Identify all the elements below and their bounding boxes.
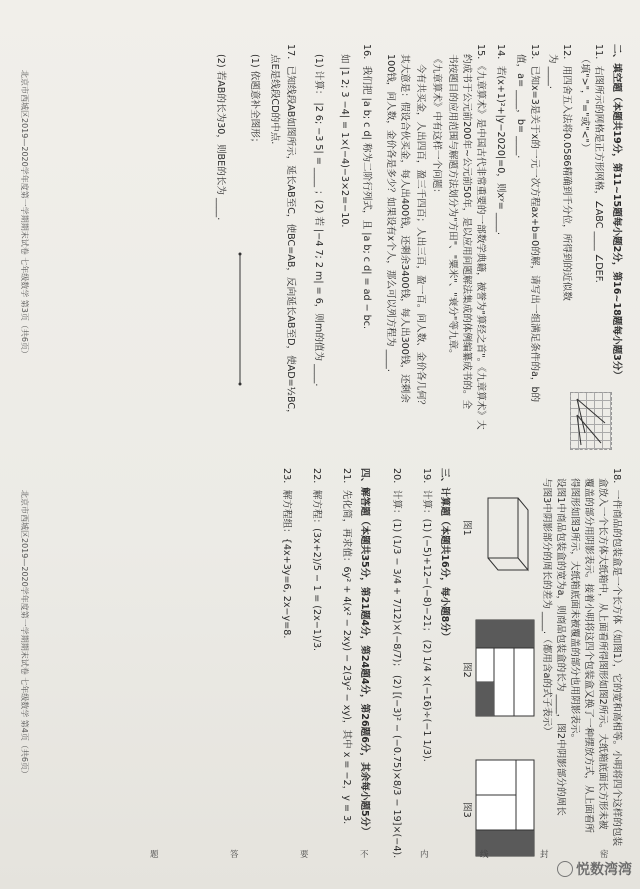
figure-1-box <box>476 488 536 578</box>
q20-line: 20．计算：(1) (1/3 − 3/4 + 7/12)×(−8/7)； (2) [(−3)² − (−0.75)×8/3 − 19]×(−4). <box>391 468 402 859</box>
figure-3-label: 图3 <box>461 802 472 818</box>
margin-mark-3: 要 <box>300 850 309 860</box>
wechat-logo-icon <box>557 861 573 877</box>
q16-line-1: 16．我们把 |a b; c d| 称为二阶行列式，且 |a b; c d| = ad − bc. <box>361 44 372 330</box>
q12-line-2: 为 ____. <box>547 54 558 89</box>
q15-line-5: 今有共买金，人出四百，盈三千四百；人出三百，盈一百。问人数、金价各几何？ <box>415 64 426 410</box>
q15-line-6: 其大意是：假设合伙买金，每人出400钱，还剩余3400钱，每人出300钱，还剩余 <box>399 54 410 403</box>
q18-line-4: 得图形如图3所示，大纸箱底面未被覆盖的部分也用阴影表示。 <box>569 478 580 744</box>
q11-line-1: 11．右图所示的网格是正方形网格，∠ABC ____ ∠DEF. <box>593 44 604 283</box>
q15-line-1: 15．《九章算术》是中国古代非常重要的一部数学典籍，被誉为"算经之首"。《九章算术》大 <box>475 44 486 430</box>
figure-2-label: 图2 <box>461 662 472 678</box>
watermark-text: 悦数湾湾 <box>576 862 632 878</box>
point-b <box>239 383 242 386</box>
margin-mark-5: 内 <box>420 850 429 860</box>
margin-mark-2: 答 <box>230 850 239 860</box>
q18-line-6: 与图3中阴影部分的周长的差为 ____.（都用含a的式子表示） <box>541 478 552 736</box>
q15-line-4: 《九章算术》中有这样一个问题： <box>431 54 442 198</box>
q17-line-1: 17．已知线段AB如图所示，延长AB至C，使BC=AB，反向延长AB至D，使AD=½BC， <box>285 44 296 419</box>
q18-line-2: 盒放入一个长方体大纸箱中，从上面看所得图形如图2所示。大纸箱底面长方形未被 <box>597 478 608 830</box>
q12-line-1: 12．用四舍五入法将0.0586精确到千分位，所得到的近似数 <box>561 44 572 301</box>
figure-2-top-view <box>474 618 536 718</box>
margin-mark-1: 题 <box>150 850 159 860</box>
q16-line-2: 如 |1 2; 3 −4| = 1×(−4)−3×2=−10. <box>339 54 350 228</box>
margin-mark-4: 不 <box>360 850 369 860</box>
margin-mark-7: 封 <box>540 850 549 860</box>
q18-line-1: 18．一件商品的包装盒是一个长方体（如图1），它的宽和高相等。小明将四个这样的包装 <box>611 468 622 847</box>
margin-mark-6: 线 <box>480 850 489 860</box>
q14-line: 14．若(x+1)²+|y−2020|=0，则xʸ= ____. <box>495 44 506 236</box>
q15-line-7: 100钱，问人数，金价各是多少？如果设有x个人，那么可以列方程为 ____. <box>385 54 396 372</box>
segment-ab-figure <box>230 244 250 394</box>
q23-line: 23．解方程组：{4x+3y=6, 2x−y=8. <box>281 468 292 639</box>
point-a <box>239 253 242 256</box>
q13-line-1: 13．已知x=3是关于x的一元一次方程ax+b=0的解，请写出一组满足条件的a，b的 <box>529 44 540 403</box>
page-4-footer: 北京市西城区2019—2020学年度第一学期期末试卷 七年级数学 第4页（共6页） <box>20 490 29 778</box>
q17-line-4: (2) 若AB的长为30，则BE的长为 ____. <box>215 54 226 221</box>
q17-line-3: (1) 依题意补全图形； <box>249 54 260 148</box>
section-2-heading: 二、填空题（本题共19分，第11~15题每小题2分，第16~18题每小题3分） <box>611 44 622 381</box>
q17-line-2: 点E是线段CD的中点. <box>269 54 280 145</box>
q11-angles-drawing <box>571 393 611 449</box>
q21-line: 21．先化简，再求值：6y² + 4(x² − 2xy) − 2(3y² − xy)，其中 x = −2，y = 3. <box>341 468 352 825</box>
q15-line-3: 书按题目的应用范围与解题方法划分为"方田"、"粟米"、"衰分"等九章。 <box>447 54 458 359</box>
margin-mark-8: 密 <box>600 850 609 860</box>
page-3-footer: 北京市西城区2019—2020学年度第一学期期末试卷 七年级数学 第3页（共6页） <box>20 70 29 358</box>
section-3-heading: 三、计算题（本题共16分，每小题8分） <box>439 468 450 642</box>
q16-line-3: (1) 计算： |2 6; −3 5| = ____ ；(2) 若 |−4 7; 2 m| = 6，则m的值为 ____. <box>313 54 324 387</box>
figure-1-label: 图1 <box>461 520 472 536</box>
q18-line-5: 设图1中商品包装盒的宽为a，则商品包装盒的长为 ____，图2中阴影部分的周长 <box>555 478 566 816</box>
q11-line-2: （填">"，"="或"<"） <box>579 54 590 153</box>
q22-line: 22．解方程：(3x+2)/5 − 1 = (2x−1)/3. <box>311 468 322 652</box>
watermark <box>557 859 632 879</box>
figure-3-top-view <box>474 758 536 858</box>
section-4-heading: 四、解答题（本题共35分，第21题4分，第24题4分，第26题6分，其余每小题5分） <box>359 468 370 836</box>
q19-line: 19．计算：(1) (−5)+12−(−8)−21； (2) 1/4 ×(−16)÷(−1 1/3). <box>421 468 432 762</box>
q15-line-2: 约成书于公元前200年~公元前50年，是以应用问题解法集成的体例编纂成书的。全 <box>461 54 472 410</box>
q11-grid-figure <box>570 392 612 450</box>
q13-line-2: 值，a= ____，b= ____. <box>515 54 526 159</box>
q18-line-3: 覆盖的部分用阴影表示。接着小明将这四个包装盒又换了一种摆放方式，从上面看所 <box>583 478 594 833</box>
